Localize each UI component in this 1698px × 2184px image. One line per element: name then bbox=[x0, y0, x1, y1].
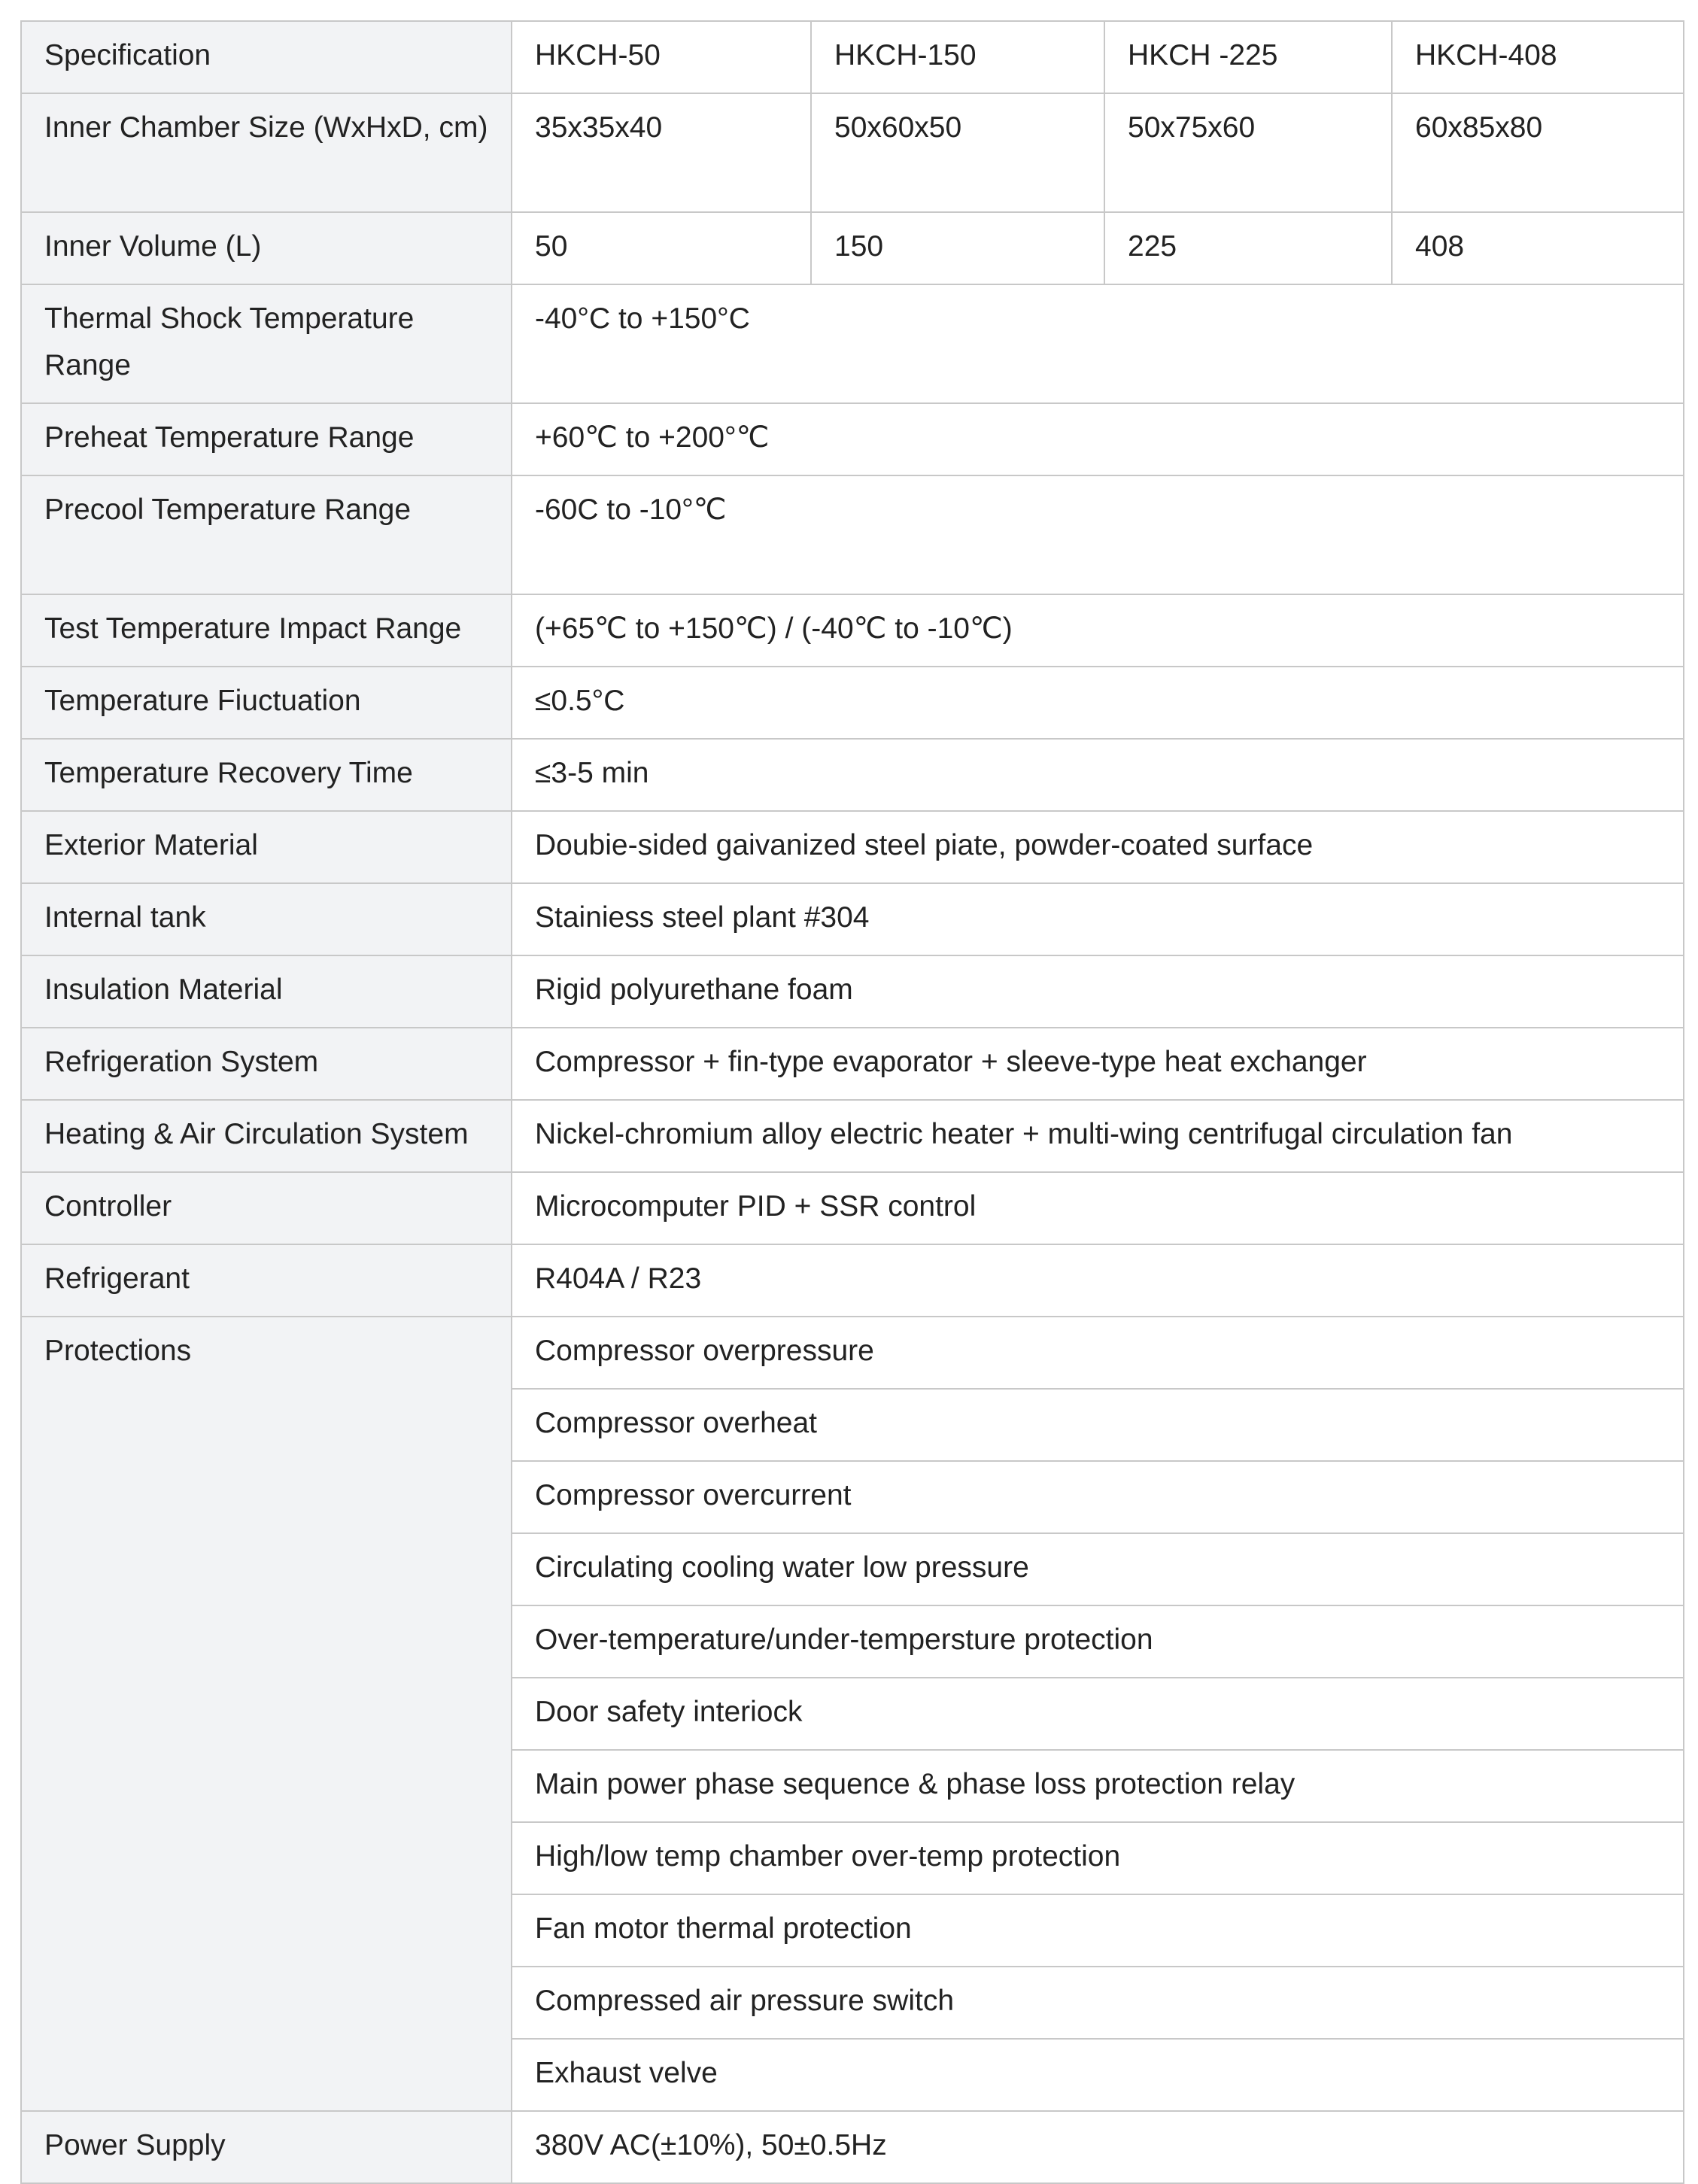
row-label: Test Temperature Impact Range bbox=[21, 594, 512, 667]
model-name: HKCH-150 bbox=[811, 21, 1104, 93]
row-label: Exterior Material bbox=[21, 811, 512, 883]
protection-item: Exhaust velve bbox=[512, 2039, 1684, 2111]
row-value: 225 bbox=[1104, 212, 1392, 284]
row-value: Compressor + fin-type evaporator + sleeve-type heat exchanger bbox=[512, 1028, 1684, 1100]
row-value: 150 bbox=[811, 212, 1104, 284]
table-row bbox=[21, 284, 1684, 403]
row-value: Doubie-sided gaivanized steel piate, powder-coated surface bbox=[512, 811, 1684, 883]
row-value: 60x85x80 bbox=[1392, 93, 1684, 212]
row-label: Insulation Material bbox=[21, 955, 512, 1028]
row-value: -60C to -10°℃ bbox=[512, 475, 1684, 594]
row-value: ≤0.5°C bbox=[512, 667, 1684, 739]
row-label: Heating & Air Circulation System bbox=[21, 1100, 512, 1172]
row-value: Microcomputer PID + SSR control bbox=[512, 1172, 1684, 1244]
row-label: Power Supply bbox=[21, 2111, 512, 2183]
table-row bbox=[21, 2111, 1684, 2183]
row-value: R404A / R23 bbox=[512, 1244, 1684, 1317]
row-label: Temperature Recovery Time bbox=[21, 739, 512, 811]
table-row bbox=[21, 1028, 1684, 1100]
table-row bbox=[21, 1317, 1684, 1389]
row-value: Rigid polyurethane foam bbox=[512, 955, 1684, 1028]
table-row bbox=[21, 212, 1684, 284]
row-label: Refrigerant bbox=[21, 1244, 512, 1317]
row-value: 50x60x50 bbox=[811, 93, 1104, 212]
row-value: 380V AC(±10%), 50±0.5Hz bbox=[512, 2111, 1684, 2183]
model-name: HKCH-50 bbox=[512, 21, 811, 93]
protection-item: High/low temp chamber over-temp protection bbox=[512, 1822, 1684, 1894]
header-row bbox=[21, 21, 1684, 93]
row-value: (+65℃ to +150℃) / (-40℃ to -10℃) bbox=[512, 594, 1684, 667]
row-value: ≤3-5 min bbox=[512, 739, 1684, 811]
row-value: Stainiess steel plant #304 bbox=[512, 883, 1684, 955]
protection-item: Compressor overcurrent bbox=[512, 1461, 1684, 1533]
row-label: Inner Volume (L) bbox=[21, 212, 512, 284]
table-row bbox=[21, 403, 1684, 475]
protection-item: Compressor overpressure bbox=[512, 1317, 1684, 1389]
row-label: Refrigeration System bbox=[21, 1028, 512, 1100]
row-value: +60℃ to +200°℃ bbox=[512, 403, 1684, 475]
table-row bbox=[21, 1244, 1684, 1317]
model-name: HKCH-408 bbox=[1392, 21, 1684, 93]
protection-item: Compressed air pressure switch bbox=[512, 1967, 1684, 2039]
table-row bbox=[21, 594, 1684, 667]
protection-item: Circulating cooling water low pressure bbox=[512, 1533, 1684, 1605]
table-row bbox=[21, 1172, 1684, 1244]
table-row bbox=[21, 475, 1684, 594]
table-row bbox=[21, 739, 1684, 811]
protections-label: Protections bbox=[21, 1317, 512, 2111]
table-row bbox=[21, 93, 1684, 212]
row-value: 50x75x60 bbox=[1104, 93, 1392, 212]
row-value: 35x35x40 bbox=[512, 93, 811, 212]
table-row bbox=[21, 883, 1684, 955]
table-row bbox=[21, 955, 1684, 1028]
row-value: 50 bbox=[512, 212, 811, 284]
row-label: Internal tank bbox=[21, 883, 512, 955]
protection-item: Over-temperature/under-tempersture protection bbox=[512, 1605, 1684, 1678]
specification-table bbox=[20, 20, 1684, 2184]
protection-item: Compressor overheat bbox=[512, 1389, 1684, 1461]
protection-item: Door safety interiock bbox=[512, 1678, 1684, 1750]
row-label: Inner Chamber Size (WxHxD, cm) bbox=[21, 93, 512, 212]
row-label: Preheat Temperature Range bbox=[21, 403, 512, 475]
row-label: Temperature Fiuctuation bbox=[21, 667, 512, 739]
table-row bbox=[21, 1100, 1684, 1172]
header-label: Specification bbox=[21, 21, 512, 93]
row-value: Nickel-chromium alloy electric heater + multi-wing centrifugal circulation fan bbox=[512, 1100, 1684, 1172]
row-value: -40°C to +150°C bbox=[512, 284, 1684, 403]
row-value: 408 bbox=[1392, 212, 1684, 284]
protection-item: Main power phase sequence & phase loss protection relay bbox=[512, 1750, 1684, 1822]
row-label: Thermal Shock Temperature Range bbox=[21, 284, 512, 403]
row-label: Controller bbox=[21, 1172, 512, 1244]
table-row bbox=[21, 811, 1684, 883]
model-name: HKCH -225 bbox=[1104, 21, 1392, 93]
row-label: Precool Temperature Range bbox=[21, 475, 512, 594]
protection-item: Fan motor thermal protection bbox=[512, 1894, 1684, 1967]
table-row bbox=[21, 667, 1684, 739]
